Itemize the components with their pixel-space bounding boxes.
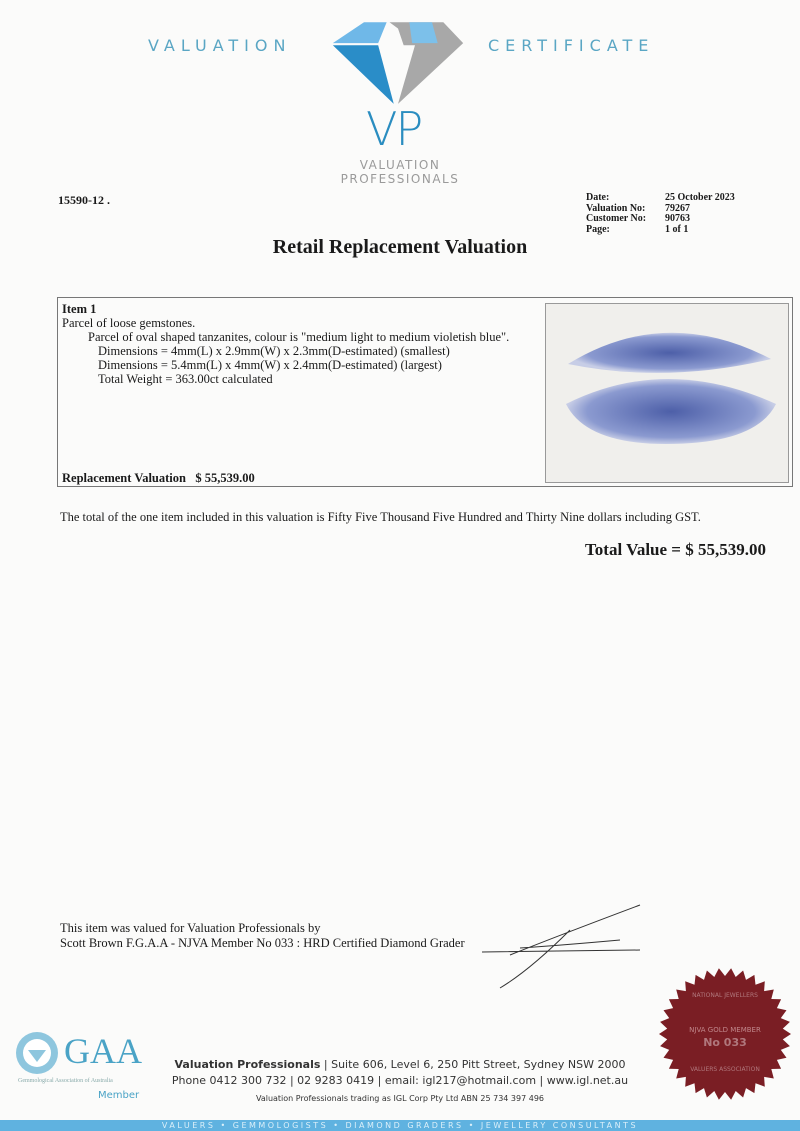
gaa-diamond-icon [14,1030,60,1076]
gaa-logo [14,1030,142,1101]
item-line: Dimensions = 4mm(L) x 2.9mm(W) x 2.3mm(D-estimated) (smallest) [98,344,450,358]
footer-trading: Valuation Professionals trading as IGL Corp Pty Ltd ABN 25 734 397 496 [255,1094,545,1103]
meta-row [586,225,735,236]
seal-starburst [659,968,791,1099]
item-description [62,302,509,386]
meta-block [586,193,735,235]
footer-address [150,1058,650,1071]
tanzanite-parcel-image [546,304,789,483]
total-value: Total Value = $ 55,539.00 [585,540,766,559]
signature [470,900,650,990]
meta-value: 1 of 1 [665,223,689,235]
meta-label: Page: [586,223,610,235]
reference-number: 15590-12 . [58,193,110,207]
diamond-logo-icon [330,18,466,106]
item-line: Total Weight = 363.00ct calculated [98,372,273,386]
item-line: Parcel of loose gemstones. [62,316,196,330]
replacement-label: Replacement Valuation [62,471,186,485]
meta-row [586,214,735,225]
valuer-statement [60,921,465,951]
meta-value: 25 October 2023 [665,192,735,203]
meta-label: Customer No: [586,213,647,224]
gaa-full-name: Gemmological Association of Australia [18,1078,113,1084]
valuer-line-2: Scott Brown F.G.A.A - NJVA Member No 033 : HRD Certified Diamond Grader [60,936,465,950]
footer-contact: Phone 0412 300 732 | 02 9283 0419 | email: igl217@hotmail.com | www.igl.net.au [171,1074,629,1087]
page-title: Retail Replacement Valuation [272,236,528,258]
logo-sub-1: VALUATION [359,158,441,172]
seal-number: No 033 [703,1036,747,1049]
gemstone-photo [545,303,789,483]
logo-sub-2: PROFESSIONALS [340,172,460,186]
gaa-name: GAA [64,1031,142,1071]
meta-label: Date: [586,192,610,203]
replacement-value: $ 55,539.00 [195,471,255,485]
summary-sentence: The total of the one item included in this valuation is Fifty Five Thousand Five Hundred and Thirty Nine dollars including GST. [60,510,701,524]
item-heading: Item 1 [62,302,97,316]
logo-initials: VP [366,102,422,156]
njva-seal [650,968,800,1103]
seal-top-text: NATIONAL JEWELLERS [692,992,758,999]
footer-company: Valuation Professionals [174,1058,321,1071]
valuer-line-1: This item was valued for Valuation Professionals by [60,921,321,935]
item-line: Dimensions = 5.4mm(L) x 4mm(W) x 2.4mm(D-estimated) (largest) [98,358,442,372]
meta-row [586,193,735,204]
meta-value: 79267 [665,202,690,214]
header-certificate-word: CERTIFICATE [488,36,655,55]
footer-address-text: | Suite 606, Level 6, 250 Pitt Street, Sydney NSW 2000 [320,1058,626,1071]
footer-band: VALUERS • GEMMOLOGISTS • DIAMOND GRADERS • JEWELLERY CONSULTANTS [0,1120,800,1131]
seal-mid-text: NJVA GOLD MEMBER [689,1026,761,1034]
replacement-valuation [62,471,255,486]
logo-subtitle [320,158,480,186]
header-valuation-word: VALUATION [148,36,292,55]
gaa-member: Member [98,1090,140,1101]
meta-value: 90763 [665,213,690,224]
item-line: Parcel of oval shaped tanzanites, colour is "medium light to medium violetish blue". [88,330,510,344]
seal-bottom-text: VALUERS ASSOCIATION [690,1066,760,1073]
meta-label: Valuation No: [586,202,646,214]
